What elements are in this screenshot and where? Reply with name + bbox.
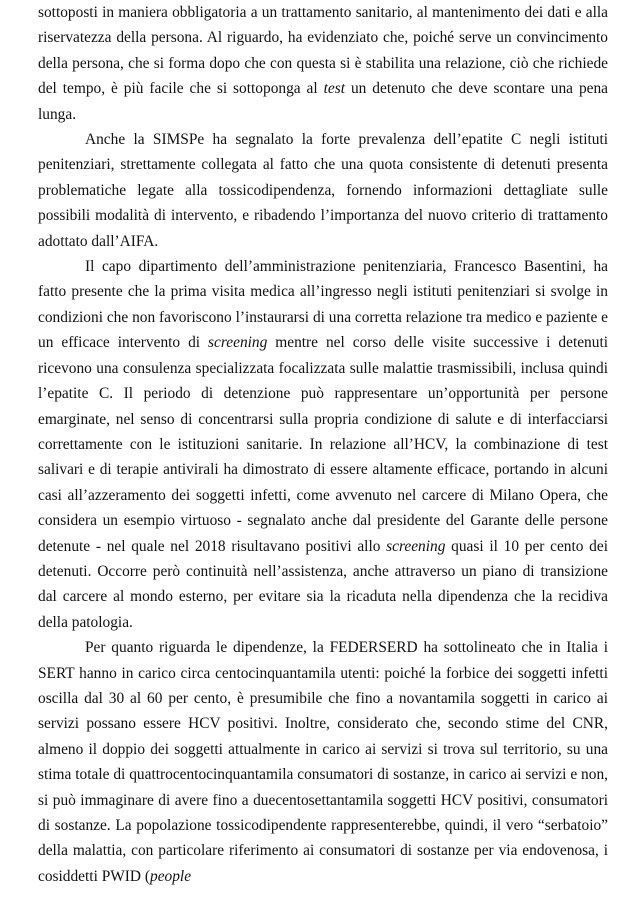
paragraph-3-italic-screening-1: screening: [208, 334, 268, 352]
paragraph-4: [38, 635, 608, 889]
paragraph-1-text-1: sottoposti in maniera obbligatoria a un trattamento sanitario, al mantenimento dei dati e alla riservatezza della persona. Al riguardo, ha evidenziato che, poiché serve un convincimento della persona, che si forma dopo che con questa si è stabilita una relazione, ciò che richiede del tempo, è più facile che si sottoponga al: [38, 4, 608, 98]
paragraph-1-text-2: un detenuto che deve scontare una pena lunga.: [38, 80, 608, 123]
paragraph-3-text-2: mentre nel corso delle visite successive i detenuti ricevono una consulenza specializzata focalizzata sulle malattie trasmissibili, inclusa quindi l’epatite C. Il periodo di detenzione può rappresentare un’opportunità per persone emarginate, nel senso di concentrarsi sulla propria condizione di salute e di interfacciarsi correttamente con le istituzioni sanitarie. In relazione all’HCV, la combinazione di test salivari e di terapie antivirali ha dimostrato di essere altamente efficace, portando in alcuni casi all’azzeramento dei soggetti infetti, come avvenuto nel carcere di Milano Opera, che considera un esempio virtuoso - segnalato anche dal presidente del Garante delle persone detenute - nel quale nel 2018 risultavano positivi allo: [38, 334, 608, 555]
paragraph-1: [38, 0, 608, 127]
paragraph-3-text-3: quasi il 10 per cento dei detenuti. Occorre però continuità nell’assistenza, anche attraverso un piano di transizione dal carcere al mondo esterno, per evitare sia la ricaduta nella dipendenza che la recidiva della patologia.: [38, 537, 608, 631]
paragraph-3-italic-screening-2: screening: [386, 537, 446, 555]
paragraph-2: [38, 127, 608, 254]
paragraph-3: [38, 254, 608, 635]
paragraph-3-text-1: Il capo dipartimento dell’amministrazione penitenziaria, Francesco Basentini, ha fatto presente che la prima visita medica all’ingresso negli istituti penitenziari si svolge in condizioni che non favoriscono l’instaurarsi di una corretta relazione tra medico e paziente e un efficace intervento di: [38, 258, 608, 352]
paragraph-1-italic-test: test: [323, 80, 345, 98]
paragraph-2-text: Anche la SIMSPe ha segnalato la forte prevalenza dell’epatite C negli istituti penitenziari, strettamente collegata al fatto che una quota consistente di detenuti presenta problematiche legate alla tossicodipendenza, fornendo informazioni dettagliate sulle possibili modalità di intervento, e ribadendo l’importanza del nuovo criterio di trattamento adottato dall’AIFA.: [38, 131, 608, 250]
document-page: [38, 0, 608, 889]
paragraph-4-text-1: Per quanto riguarda le dipendenze, la FEDERSERD ha sottolineato che in Italia i SERT hanno in carico circa centocinquantamila utenti: poiché la forbice dei soggetti infetti oscilla dal 30 al 60 per cento, è presumibile che fino a novantamila soggetti in carico ai servizi possano essere HCV positivi. Inoltre, considerato che, secondo stime del CNR, almeno il doppio dei soggetti attualmente in carico ai servizi si trova sul territorio, su una stima totale di quattrocentocinquantamila consumatori di sostanze, in carico ai servizi e non, si può immaginare di avere fino a duecentosettantamila soggetti HCV positivi, consumatori di sostanze. La popolazione tossicodipendente rappresenterebbe, quindi, il vero “serbatoio” della malattia, con particolare riferimento ai consumatori di sostanze per via endovenosa, i cosiddetti PWID (: [38, 639, 608, 885]
paragraph-4-italic-people: people: [150, 867, 192, 885]
